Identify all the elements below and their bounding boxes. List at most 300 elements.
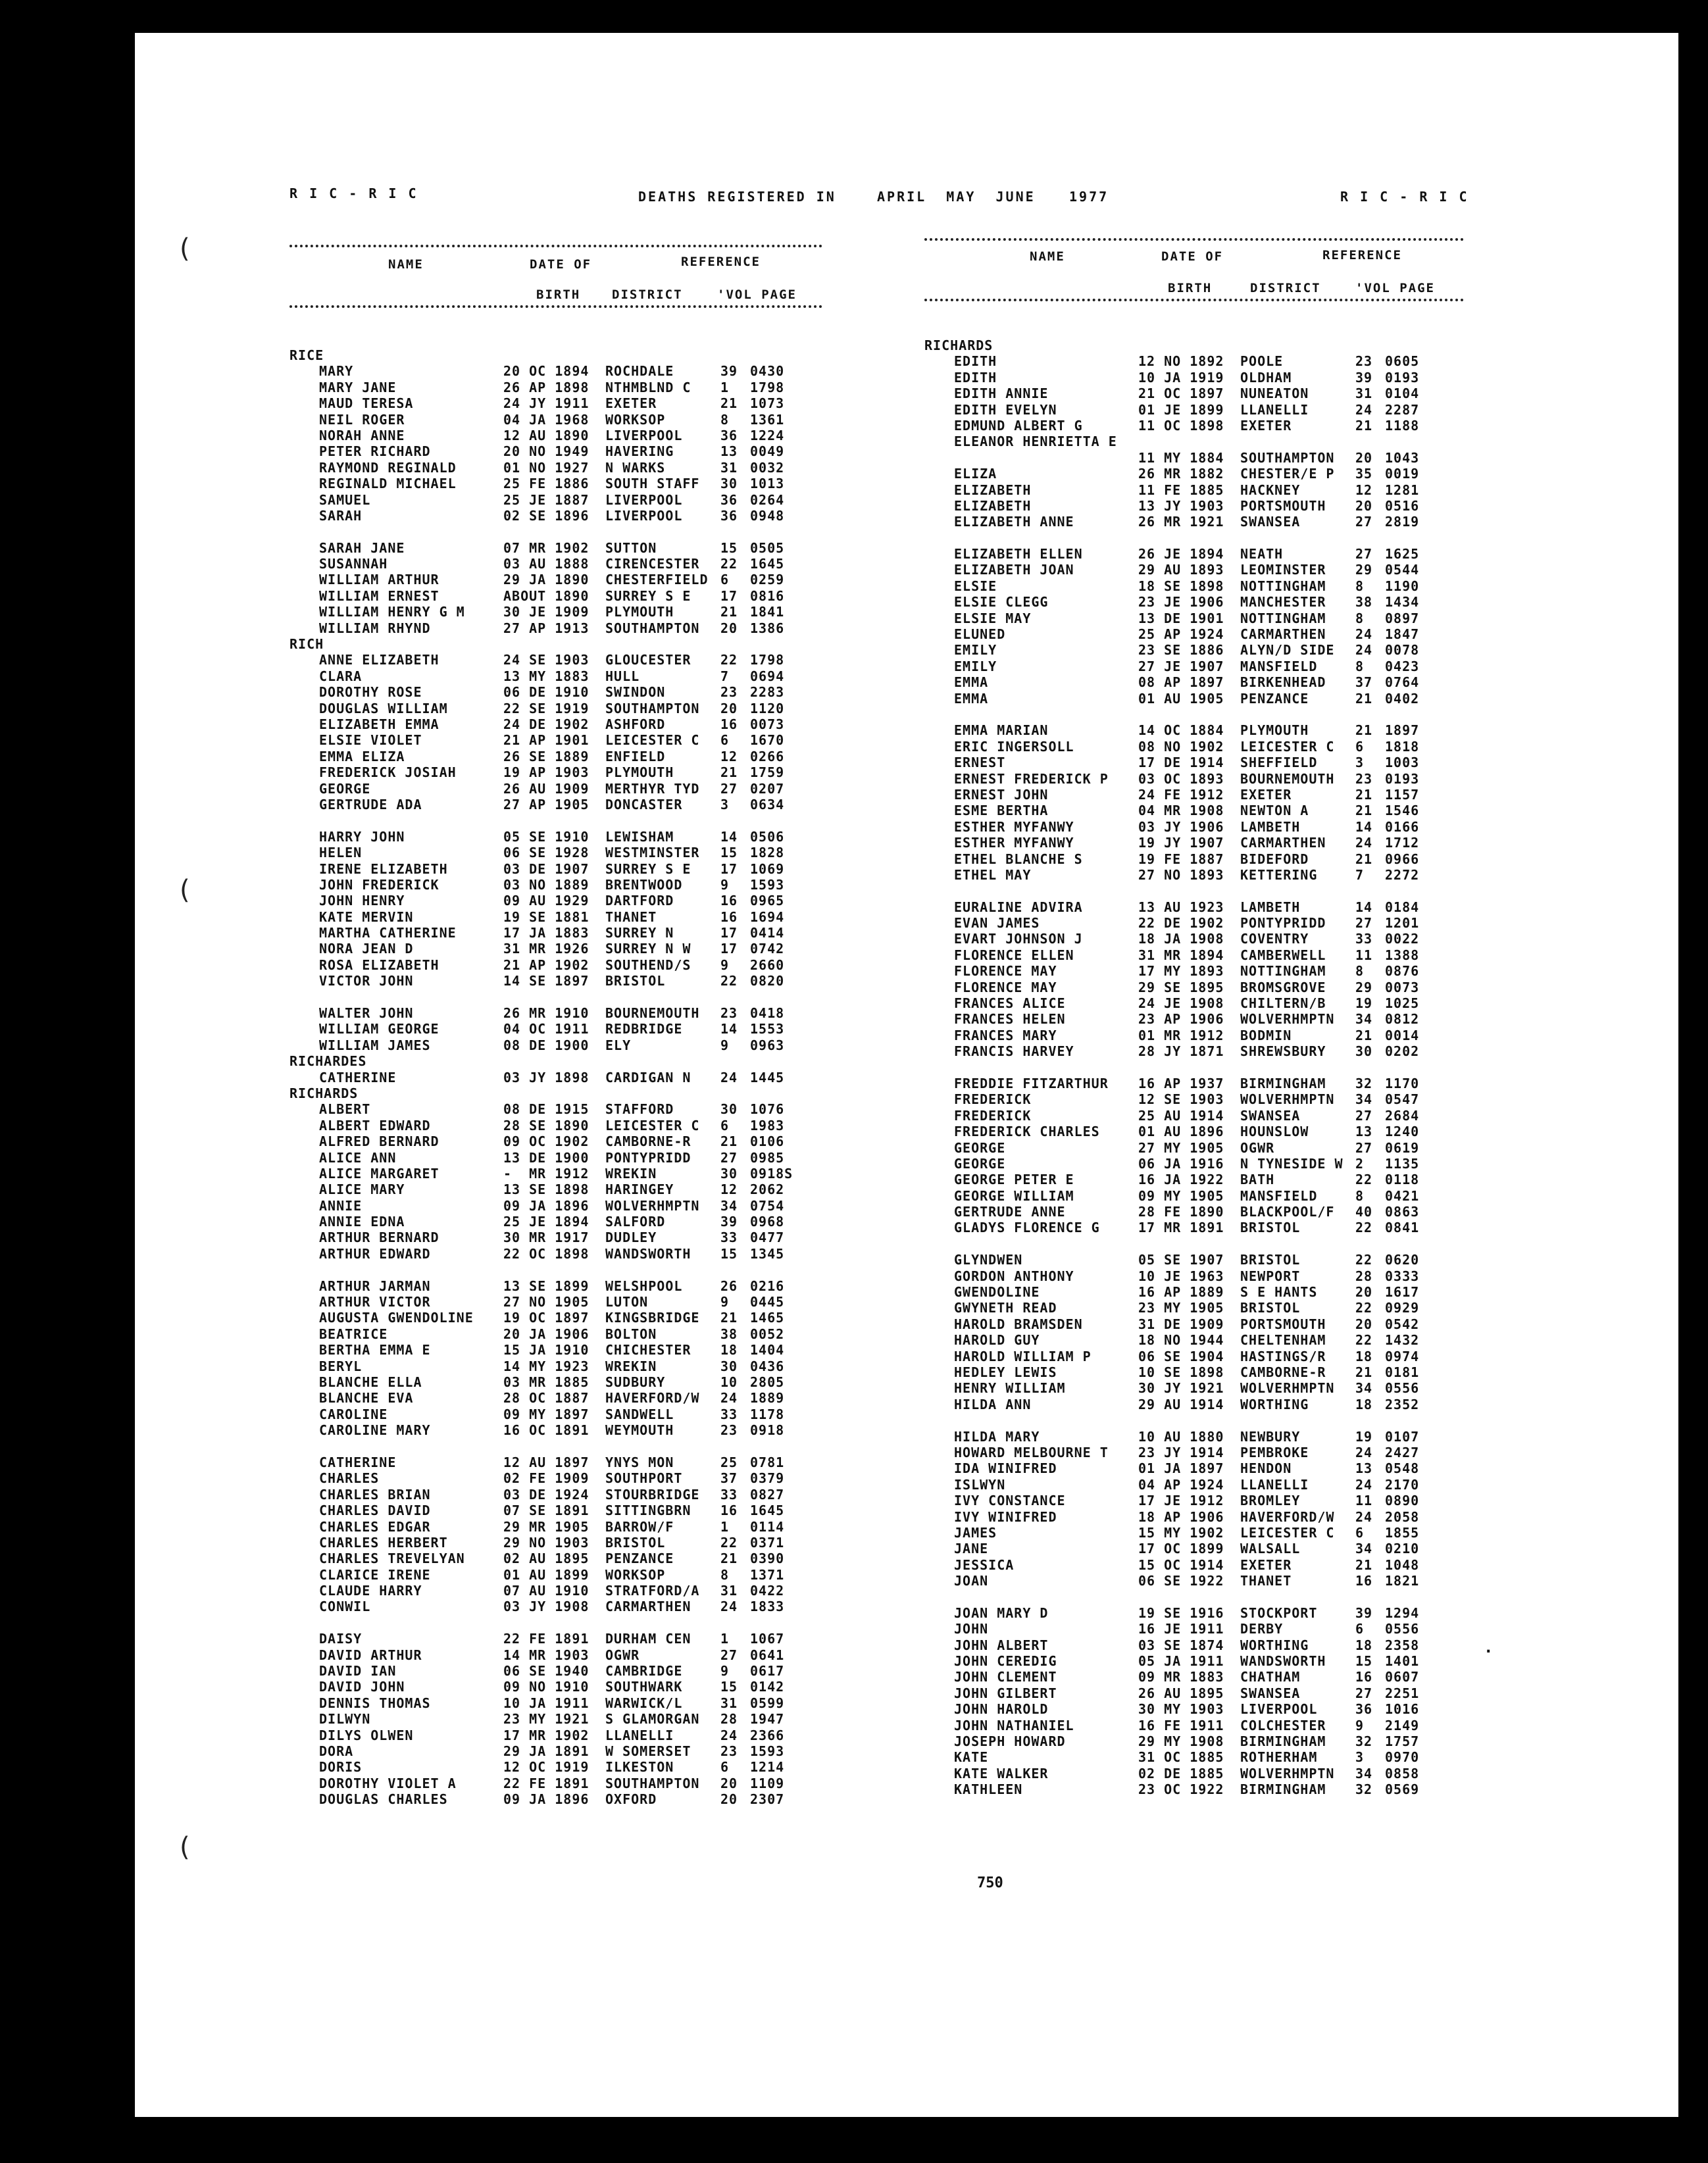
entry-name: BLANCHE EVA: [319, 1390, 414, 1406]
entry-district: LAMBETH: [1240, 899, 1301, 915]
entry-district: LIVERPOOL: [605, 427, 683, 443]
table-row: [924, 851, 1464, 867]
entry-volume: 22: [720, 556, 738, 572]
entry-district: SOUTHEND/S: [605, 957, 691, 973]
col-birth-header: BIRTH: [536, 287, 581, 302]
entry-name: VICTOR JOHN: [319, 973, 414, 989]
entry-volume: 10: [720, 1374, 738, 1390]
entry-birth-date: 06 SE 1928: [503, 845, 590, 861]
entry-name: MAUD TERESA: [319, 395, 414, 412]
entry-name: GEORGE: [319, 780, 371, 797]
entry-page: 2307: [750, 1791, 785, 1808]
entry-volume: 32: [1355, 1733, 1373, 1749]
entry-page: 0118: [1385, 1172, 1420, 1188]
table-row: [289, 1278, 822, 1294]
entry-page: 0918: [750, 1422, 785, 1439]
entry-page: 2149: [1385, 1717, 1420, 1733]
entry-name: ALBERT EDWARD: [319, 1117, 431, 1133]
entry-volume: 18: [1355, 1637, 1373, 1653]
entry-birth-date: ABOUT 1890: [503, 587, 590, 604]
entry-name: ETHEL BLANCHE S: [954, 851, 1083, 867]
table-row: [289, 957, 822, 973]
table-row: [289, 941, 822, 957]
entry-birth-date: 14 OC 1884: [1138, 722, 1224, 739]
entry-name: WILLIAM ERNEST: [319, 587, 440, 604]
entry-volume: 20: [1355, 1284, 1373, 1301]
entry-page: 0963: [750, 1037, 785, 1053]
punch-hole-mark: (: [180, 234, 190, 264]
entry-birth-date: 19 SE 1881: [503, 908, 590, 925]
entry-district: CIRENCESTER: [605, 556, 700, 572]
entry-district: SURREY N W: [605, 941, 691, 957]
table-row: [289, 1663, 822, 1679]
table-row: [924, 659, 1464, 674]
entry-page: 1135: [1385, 1155, 1420, 1172]
entry-birth-date: 09 JA 1896: [503, 1197, 590, 1214]
entry-name: CLAUDE HARRY: [319, 1583, 422, 1599]
entry-district: BIDEFORD: [1240, 851, 1309, 867]
entry-birth-date: 26 AU 1909: [503, 780, 590, 797]
entry-district: EXETER: [1240, 786, 1292, 803]
entry-volume: 16: [720, 893, 738, 909]
entry-page: 2805: [750, 1374, 785, 1390]
entry-page: 0078: [1385, 642, 1420, 659]
entry-volume: 16: [720, 1503, 738, 1519]
entry-name: CHARLES HERBERT: [319, 1534, 448, 1551]
table-row: [924, 626, 1464, 642]
entry-page: 1712: [1385, 835, 1420, 851]
entry-volume: 36: [720, 491, 738, 508]
entry-page: 1188: [1385, 417, 1420, 434]
entry-name: RICHARDS: [924, 337, 993, 353]
table-row: [289, 1647, 822, 1663]
entry-district: SHREWSBURY: [1240, 1043, 1326, 1060]
table-row: [924, 1091, 1464, 1107]
entry-birth-date: 11 FE 1885: [1138, 482, 1224, 498]
entry-district: BIRMINGHAM: [1240, 1075, 1326, 1091]
right-entries: [924, 337, 1464, 1798]
table-row: [289, 588, 822, 604]
entry-name: EMMA: [954, 690, 989, 707]
entry-district: DARTFORD: [605, 893, 674, 909]
entry-district: BATH: [1240, 1172, 1275, 1188]
entry-volume: 21: [1355, 803, 1373, 819]
entry-district: ILKESTON: [605, 1759, 674, 1776]
entry-name: ELIZA: [954, 466, 997, 482]
entry-name: DOUGLAS WILLIAM: [319, 700, 448, 716]
table-row: [924, 402, 1464, 418]
document-page: [135, 33, 1678, 2117]
stray-dot-mark: .: [1484, 1638, 1494, 1656]
entry-page: 0812: [1385, 1011, 1420, 1028]
entry-volume: 6: [1355, 738, 1365, 755]
entry-birth-date: 05 JA 1911: [1138, 1653, 1224, 1670]
entry-district: STAFFORD: [605, 1101, 674, 1118]
table-row: [924, 546, 1464, 562]
entry-district: SUDBURY: [605, 1374, 666, 1390]
entry-volume: 9: [720, 876, 730, 893]
entry-name: RICH: [289, 636, 324, 653]
entry-volume: 22: [1355, 1172, 1373, 1188]
entry-name: REGINALD MICHAEL: [319, 476, 457, 492]
entry-district: EXETER: [605, 395, 657, 412]
entry-page: 0542: [1385, 1316, 1420, 1332]
entry-name: DAVID ARTHUR: [319, 1647, 422, 1663]
entry-volume: 23: [720, 684, 738, 701]
entry-district: ELY: [605, 1037, 632, 1053]
entry-district: OGWR: [1240, 1139, 1275, 1156]
entry-page: 2283: [750, 684, 785, 701]
entry-page: 1798: [750, 652, 785, 668]
entry-district: WOLVERHMPTN: [605, 1197, 700, 1214]
entry-district: SOUTHAMPTON: [1240, 449, 1335, 466]
entry-volume: 33: [1355, 931, 1373, 947]
entry-district: NOTTINGHAM: [1240, 578, 1326, 594]
entry-birth-date: 24 FE 1912: [1138, 786, 1224, 803]
entry-name: FLORENCE MAY: [954, 963, 1057, 980]
table-row: [289, 701, 822, 716]
entry-name: FREDERICK: [954, 1107, 1032, 1124]
entry-district: BOURNEMOUTH: [1240, 770, 1335, 787]
entry-district: BROMLEY: [1240, 1493, 1301, 1509]
entry-name: NEIL ROGER: [319, 411, 405, 428]
entry-district: ALYN/D SIDE: [1240, 642, 1335, 659]
entry-district: NEWPORT: [1240, 1268, 1301, 1284]
table-row: [924, 1268, 1464, 1284]
entry-birth-date: 07 MR 1902: [503, 539, 590, 556]
entry-name: ERNEST FREDERICK P: [954, 770, 1109, 787]
entry-page: 1294: [1385, 1604, 1420, 1621]
entry-name: GEORGE: [954, 1139, 1006, 1156]
col-name-header: NAME: [388, 257, 424, 272]
table-row: [289, 877, 822, 893]
entry-page: 0641: [750, 1647, 785, 1663]
entry-name: ARTHUR VICTOR: [319, 1294, 431, 1310]
entry-volume: 13: [1355, 1124, 1373, 1140]
entry-volume: 31: [720, 459, 738, 476]
entry-volume: 13: [1355, 1460, 1373, 1477]
table-row: [289, 1214, 822, 1230]
entry-volume: 14: [720, 1021, 738, 1037]
entry-page: 0210: [1385, 1541, 1420, 1557]
entry-volume: 15: [720, 539, 738, 556]
entry-volume: 22: [1355, 1220, 1373, 1236]
entry-page: 0371: [750, 1534, 785, 1551]
entry-volume: 18: [1355, 1348, 1373, 1364]
entry-volume: 31: [720, 1583, 738, 1599]
entry-district: S E HANTS: [1240, 1284, 1318, 1301]
entry-birth-date: 07 SE 1891: [503, 1503, 590, 1519]
entry-name: ANNE ELIZABETH: [319, 652, 440, 668]
surname-heading: [924, 337, 1464, 353]
entry-name: GLADYS FLORENCE G: [954, 1220, 1100, 1236]
entry-birth-date: 02 FE 1909: [503, 1470, 590, 1487]
table-row: [289, 925, 822, 941]
table-row: [289, 492, 822, 508]
entry-page: 0418: [750, 1005, 785, 1022]
entry-district: BLACKPOOL/F: [1240, 1204, 1335, 1220]
entry-district: HOUNSLOW: [1240, 1124, 1309, 1140]
entry-birth-date: 21 AP 1901: [503, 732, 590, 749]
col-date-header: DATE OF: [1161, 249, 1224, 264]
entry-page: 1388: [1385, 947, 1420, 963]
entry-district: COVENTRY: [1240, 931, 1309, 947]
entry-birth-date: 23 JY 1914: [1138, 1444, 1224, 1460]
row-gap: [289, 989, 822, 1005]
table-row: [289, 1743, 822, 1759]
table-row: [289, 1358, 822, 1374]
scan-border-top: [0, 0, 1708, 33]
table-row: [289, 1791, 822, 1807]
entry-district: BODMIN: [1240, 1027, 1292, 1043]
entry-district: MANSFIELD: [1240, 658, 1318, 674]
entry-page: 0022: [1385, 931, 1420, 947]
entry-name: CHARLES: [319, 1470, 380, 1487]
entry-page: 1069: [750, 860, 785, 877]
entry-page: 1067: [750, 1631, 785, 1647]
table-row: [289, 1454, 822, 1470]
entry-volume: 19: [1355, 1428, 1373, 1445]
entry-birth-date: 09 MR 1883: [1138, 1669, 1224, 1685]
entry-district: LEOMINSTER: [1240, 562, 1326, 578]
entry-district: SURREY N: [605, 925, 674, 941]
entry-page: 1670: [750, 732, 785, 749]
entry-name: EMILY: [954, 658, 997, 674]
entry-name: ALICE MARY: [319, 1181, 405, 1198]
entry-name: WILLIAM ARTHUR: [319, 572, 440, 588]
table-row: [289, 1519, 822, 1535]
entry-birth-date: 01 JE 1899: [1138, 401, 1224, 418]
entry-birth-date: 27 NO 1893: [1138, 866, 1224, 883]
table-row: [289, 1133, 822, 1149]
entry-birth-date: 12 AU 1897: [503, 1454, 590, 1470]
entry-name: WILLIAM JAMES: [319, 1037, 431, 1053]
entry-page: 1043: [1385, 449, 1420, 466]
entry-name: EMMA: [954, 674, 989, 691]
table-row: [924, 980, 1464, 995]
entry-volume: 20: [720, 700, 738, 716]
table-row: [289, 909, 822, 925]
entry-birth-date: 10 JA 1911: [503, 1695, 590, 1711]
entry-name: HILDA ANN: [954, 1396, 1032, 1412]
entry-birth-date: 03 AU 1888: [503, 556, 590, 572]
entry-name: ERIC INGERSOLL: [954, 738, 1074, 755]
entry-volume: 34: [1355, 1011, 1373, 1028]
entry-volume: 8: [720, 1566, 730, 1583]
entry-page: 1947: [750, 1711, 785, 1728]
entry-volume: 23: [720, 1005, 738, 1022]
table-row: [289, 1759, 822, 1775]
table-row: [924, 1108, 1464, 1124]
entry-page: 2358: [1385, 1637, 1420, 1653]
entry-district: LUTON: [605, 1294, 649, 1310]
table-row: [924, 819, 1464, 835]
entry-birth-date: 09 AU 1929: [503, 893, 590, 909]
entry-birth-date: 12 SE 1903: [1138, 1091, 1224, 1108]
entry-page: 1821: [1385, 1573, 1420, 1589]
entry-volume: 28: [1355, 1268, 1373, 1284]
entry-name: HAROLD GUY: [954, 1332, 1040, 1349]
entry-birth-date: 26 MR 1921: [1138, 514, 1224, 530]
entry-volume: 6: [720, 1117, 730, 1133]
entry-name: GLYNDWEN: [954, 1252, 1023, 1268]
right-column: [924, 238, 1464, 1798]
entry-district: LEICESTER C: [605, 732, 700, 749]
entry-volume: 22: [720, 973, 738, 989]
entry-page: 1828: [750, 845, 785, 861]
entry-volume: 11: [1355, 947, 1373, 963]
entry-district: ENFIELD: [605, 748, 666, 764]
entry-district: WELSHPOOL: [605, 1278, 683, 1294]
entry-page: 0216: [750, 1278, 785, 1294]
table-row: [924, 1172, 1464, 1187]
table-row: [289, 845, 822, 860]
table-row: [289, 1070, 822, 1085]
entry-district: SUTTON: [605, 539, 657, 556]
entry-name: GEORGE: [954, 1155, 1006, 1172]
entry-page: 1855: [1385, 1524, 1420, 1541]
entry-district: SHEFFIELD: [1240, 755, 1318, 771]
entry-birth-date: 15 OC 1914: [1138, 1556, 1224, 1573]
entry-page: 1076: [750, 1101, 785, 1118]
entry-page: 0742: [750, 941, 785, 957]
entry-name: GWYNETH READ: [954, 1300, 1057, 1316]
entry-district: KETTERING: [1240, 866, 1318, 883]
entry-name: JOSEPH HOWARD: [954, 1733, 1066, 1749]
table-row: [924, 578, 1464, 594]
entry-district: OGWR: [605, 1647, 640, 1663]
entry-district: HAVERING: [605, 443, 674, 460]
entry-district: LIVERPOOL: [605, 507, 683, 524]
entry-district: HARINGEY: [605, 1181, 674, 1198]
entry-name: DAVID IAN: [319, 1663, 397, 1679]
col-district-header: DISTRICT: [1250, 281, 1321, 295]
table-row: [924, 1637, 1464, 1653]
entry-volume: 16: [720, 716, 738, 732]
entry-name: DENNIS THOMAS: [319, 1695, 431, 1711]
table-row: [289, 428, 822, 443]
entry-page: 2287: [1385, 401, 1420, 418]
entry-birth-date: 04 OC 1911: [503, 1021, 590, 1037]
entry-district: ROCHDALE: [605, 363, 674, 380]
entry-volume: 16: [1355, 1573, 1373, 1589]
entry-district: CARMARTHEN: [605, 1599, 691, 1615]
col-name-header: NAME: [1030, 249, 1065, 264]
entry-name: GORDON ANTHONY: [954, 1268, 1074, 1284]
entry-district: BIRMINGHAM: [1240, 1733, 1326, 1749]
table-row: [924, 1653, 1464, 1669]
entry-birth-date: 08 NO 1902: [1138, 738, 1224, 755]
entry-page: 0547: [1385, 1091, 1420, 1108]
entry-volume: 8: [1355, 658, 1365, 674]
table-row: [289, 556, 822, 572]
entry-name: ARTHUR BERNARD: [319, 1230, 440, 1246]
entry-name: DILYS OLWEN: [319, 1727, 414, 1743]
entry-volume: 23: [1355, 353, 1373, 370]
entry-volume: 8: [1355, 1187, 1365, 1204]
entry-volume: 12: [720, 1181, 738, 1198]
entry-volume: 24: [720, 1069, 738, 1085]
table-row: [924, 562, 1464, 578]
table-row: [289, 476, 822, 491]
entry-name: ESME BERTHA: [954, 803, 1049, 819]
entry-district: CAMBORNE-R: [1240, 1364, 1326, 1380]
entry-district: STOCKPORT: [1240, 1604, 1318, 1621]
entry-volume: 13: [720, 443, 738, 460]
entry-birth-date: 28 JY 1871: [1138, 1043, 1224, 1060]
entry-district: S GLAMORGAN: [605, 1711, 700, 1728]
entry-volume: 21: [1355, 690, 1373, 707]
entry-birth-date: 26 AU 1895: [1138, 1685, 1224, 1701]
table-row: [289, 893, 822, 908]
entry-volume: 30: [1355, 1043, 1373, 1060]
surname-heading: [289, 636, 822, 652]
table-row: [289, 1230, 822, 1245]
entry-district: CHELTENHAM: [1240, 1332, 1326, 1349]
entry-name: JOHN HENRY: [319, 893, 405, 909]
entry-district: LEICESTER C: [605, 1117, 700, 1133]
table-row: [289, 1422, 822, 1438]
row-gap: [289, 1615, 822, 1631]
entry-page: 0607: [1385, 1669, 1420, 1685]
entry-page: 1048: [1385, 1556, 1420, 1573]
entry-birth-date: 29 JA 1891: [503, 1743, 590, 1759]
entry-volume: 39: [720, 363, 738, 380]
entry-district: EXETER: [1240, 417, 1292, 434]
entry-birth-date: 13 SE 1898: [503, 1181, 590, 1198]
page-number: 750: [977, 1875, 1003, 1891]
entry-district: LEICESTER C: [1240, 738, 1335, 755]
entry-birth-date: 26 MR 1882: [1138, 466, 1224, 482]
table-row: [289, 829, 822, 845]
entry-district: NEATH: [1240, 546, 1284, 562]
entry-district: LAMBETH: [1240, 818, 1301, 835]
table-row: [924, 1460, 1464, 1476]
entry-page: 1281: [1385, 482, 1420, 498]
entry-birth-date: 30 JY 1921: [1138, 1380, 1224, 1397]
entry-district: CARDIGAN N: [605, 1069, 691, 1085]
entry-volume: 1: [720, 379, 730, 395]
entry-birth-date: 27 AP 1905: [503, 796, 590, 812]
entry-page: 2352: [1385, 1396, 1420, 1412]
entry-page: 0966: [1385, 851, 1420, 867]
entry-page: 0436: [750, 1358, 785, 1374]
entry-district: SALFORD: [605, 1214, 666, 1230]
entry-district: NEWBURY: [1240, 1428, 1301, 1445]
entry-page: 0202: [1385, 1043, 1420, 1060]
entry-birth-date: 30 MY 1903: [1138, 1701, 1224, 1718]
entry-district: DUDLEY: [605, 1230, 657, 1246]
entry-name: WILLIAM RHYND: [319, 620, 431, 636]
entry-birth-date: 06 SE 1922: [1138, 1573, 1224, 1589]
entry-volume: 20: [1355, 497, 1373, 514]
table-row: [924, 1220, 1464, 1235]
entry-name: SARAH JANE: [319, 539, 405, 556]
entry-volume: 32: [1355, 1781, 1373, 1798]
entry-birth-date: 09 JA 1896: [503, 1791, 590, 1808]
entry-page: 0266: [750, 748, 785, 764]
entry-volume: 21: [1355, 722, 1373, 739]
entry-volume: 38: [720, 1326, 738, 1342]
entry-name: WILLIAM HENRY G M: [319, 604, 465, 620]
right-table-header: [924, 238, 1464, 301]
entry-name: ALICE ANN: [319, 1149, 397, 1166]
entry-name: FRANCIS HARVEY: [954, 1043, 1074, 1060]
entry-name: ELIZABETH: [954, 482, 1032, 498]
entry-district: CHILTERN/B: [1240, 995, 1326, 1012]
entry-volume: 33: [720, 1230, 738, 1246]
entry-page: 1178: [750, 1406, 785, 1422]
